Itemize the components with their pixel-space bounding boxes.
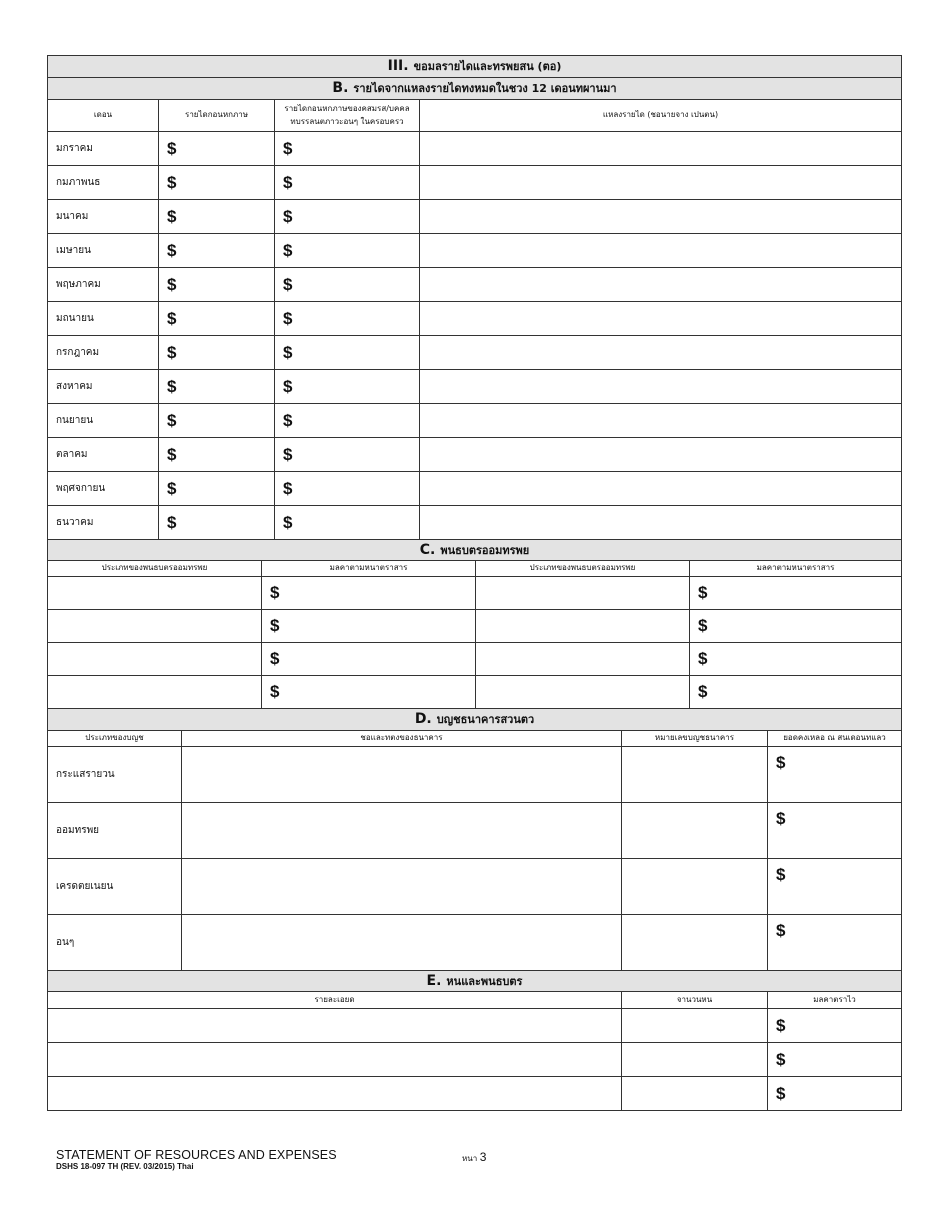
bank-name-field[interactable] (182, 915, 622, 970)
dollar-sign: $ (167, 478, 177, 498)
dollar-sign: $ (270, 583, 280, 602)
bank-account-row-checking (48, 747, 901, 803)
dollar-sign: $ (167, 512, 177, 532)
income-others-field[interactable] (275, 234, 420, 267)
dollar-sign: $ (167, 206, 177, 226)
dollar-sign: $ (776, 809, 786, 828)
income-row-may (48, 268, 901, 302)
footer-title: STATEMENT OF RESOURCES AND EXPENSES (56, 1148, 337, 1162)
dollar-sign: $ (283, 240, 293, 260)
stock-description-field[interactable] (48, 1077, 622, 1110)
bank-account-row-savings (48, 803, 901, 859)
dollar-sign: $ (283, 410, 293, 430)
income-field[interactable] (159, 166, 275, 199)
footer (56, 1148, 337, 1171)
dollar-sign: $ (283, 274, 293, 294)
dollar-sign: $ (167, 376, 177, 396)
dollar-sign: $ (698, 649, 708, 668)
dollar-sign: $ (283, 512, 293, 532)
stock-description-field[interactable] (48, 1009, 622, 1042)
section-e-column-headers (48, 992, 901, 1009)
section-e-letter: E. (426, 973, 442, 989)
account-type-label: ออมทรพย (48, 803, 182, 858)
bond-value-field[interactable] (690, 676, 901, 708)
dollar-sign: $ (776, 1015, 786, 1035)
dollar-sign: $ (167, 444, 177, 464)
income-row-december (48, 506, 901, 540)
income-source-field[interactable] (420, 302, 901, 335)
month-label: กนยายน (48, 404, 159, 437)
month-label: พฤศจกายน (48, 472, 159, 505)
balance-field[interactable] (768, 859, 901, 914)
dollar-sign: $ (283, 342, 293, 362)
bond-type-field[interactable] (48, 610, 262, 642)
income-source-field[interactable] (420, 132, 901, 165)
income-source-field[interactable] (420, 438, 901, 471)
balance-field[interactable] (768, 915, 901, 970)
income-others-field[interactable] (275, 132, 420, 165)
dollar-sign: $ (698, 616, 708, 635)
month-label: สงหาคม (48, 370, 159, 403)
stock-value-field[interactable] (768, 1009, 901, 1042)
page-indicator (462, 1150, 486, 1165)
column-header-income: รายไดกอนหกภาษ (159, 100, 275, 131)
form-code: DSHS 18-097 TH (REV. 03/2015) Thai (56, 1162, 194, 1171)
account-type-label: กระแสรายวน (48, 747, 182, 802)
section-iii-header (48, 56, 901, 78)
bond-type-field[interactable] (48, 577, 262, 609)
section-c-header (48, 540, 901, 561)
income-row-march (48, 200, 901, 234)
month-label: ธนวาคม (48, 506, 159, 539)
income-row-october (48, 438, 901, 472)
section-e-header (48, 971, 901, 992)
income-field[interactable] (159, 336, 275, 369)
column-header-income-source: แหลงรายได (ชอนายจาง เปนตน) (602, 110, 719, 120)
stock-description-field[interactable] (48, 1043, 622, 1076)
income-source-field[interactable] (420, 336, 901, 369)
stock-shares-field[interactable] (622, 1077, 768, 1110)
bond-type-field[interactable] (476, 577, 690, 609)
income-row-february (48, 166, 901, 200)
dollar-sign: $ (776, 753, 786, 772)
account-type-label: อนๆ (48, 915, 182, 970)
section-d-title: บญชธนาคารสวนตว (436, 713, 535, 726)
account-number-field[interactable] (622, 803, 768, 858)
income-field[interactable] (159, 438, 275, 471)
dollar-sign: $ (167, 172, 177, 192)
month-label: พฤษภาคม (48, 268, 159, 301)
column-header-account-type: ประเภทของบญช (48, 731, 182, 746)
income-others-field[interactable] (275, 268, 420, 301)
bond-type-field[interactable] (48, 676, 262, 708)
bank-account-row-credit-union (48, 859, 901, 915)
bond-type-field[interactable] (476, 643, 690, 675)
income-field[interactable] (159, 132, 275, 165)
bond-row (48, 676, 901, 709)
income-field[interactable] (159, 234, 275, 267)
account-number-field[interactable] (622, 747, 768, 802)
income-others-field[interactable] (275, 302, 420, 335)
column-header-face-value: มลคาตราไว (813, 994, 856, 1004)
bank-name-field[interactable] (182, 803, 622, 858)
bond-row (48, 577, 901, 610)
stock-value-field[interactable] (768, 1043, 901, 1076)
bond-value-field[interactable] (262, 643, 476, 675)
bond-value-field[interactable] (690, 577, 901, 609)
column-header-income-others: รายไดกอนหกภาษของคสมรส/บคคล ทบรรลนตภาวะอนๆ ในครอบครว (275, 100, 420, 131)
dollar-sign: $ (167, 308, 177, 328)
section-d-column-headers (48, 731, 901, 747)
bond-type-field[interactable] (48, 643, 262, 675)
section-c-title: พนธบตรออมทรพย (440, 544, 530, 557)
dollar-sign: $ (698, 682, 708, 701)
account-type-label: เครดตยเนยน (48, 859, 182, 914)
income-source-field[interactable] (420, 370, 901, 403)
dollar-sign: $ (283, 138, 293, 158)
dollar-sign: $ (283, 308, 293, 328)
balance-field[interactable] (768, 803, 901, 858)
section-b-letter: B. (332, 80, 349, 96)
dollar-sign: $ (776, 865, 786, 884)
income-row-september (48, 404, 901, 438)
income-row-july (48, 336, 901, 370)
bond-row (48, 610, 901, 643)
bond-value-field[interactable] (262, 610, 476, 642)
column-header-balance: ยอดคงเหลอ ณ สนเดอนทแลว (783, 733, 886, 743)
income-row-april (48, 234, 901, 268)
income-others-field[interactable] (275, 438, 420, 471)
income-row-august (48, 370, 901, 404)
income-row-june (48, 302, 901, 336)
statement-form (47, 55, 902, 1111)
bank-name-field[interactable] (182, 747, 622, 802)
month-label: กรกฎาคม (48, 336, 159, 369)
section-e-title: หนและพนธบตร (446, 975, 523, 988)
income-row-january (48, 132, 901, 166)
income-source-field[interactable] (420, 234, 901, 267)
column-header-shares: จานวนหน (622, 992, 768, 1008)
stock-value-field[interactable] (768, 1077, 901, 1110)
section-c-letter: C. (419, 542, 436, 558)
income-source-field[interactable] (420, 268, 901, 301)
income-field[interactable] (159, 268, 275, 301)
section-c-column-headers (48, 561, 901, 577)
section-iii-title: ขอมลรายไดและทรพยสน (ตอ) (413, 60, 562, 73)
column-header-bond-type: ประเภทของพนธบตรออมทรพย (48, 561, 262, 576)
dollar-sign: $ (270, 682, 280, 701)
account-number-field[interactable] (622, 915, 768, 970)
income-field[interactable] (159, 200, 275, 233)
stock-shares-field[interactable] (622, 1043, 768, 1076)
income-field[interactable] (159, 506, 275, 539)
dollar-sign: $ (776, 921, 786, 940)
income-field[interactable] (159, 302, 275, 335)
column-header-month: เดอน (48, 100, 159, 131)
month-label: มกราคม (48, 132, 159, 165)
income-source-field[interactable] (420, 166, 901, 199)
account-number-field[interactable] (622, 859, 768, 914)
section-b-column-headers (48, 100, 901, 132)
bond-value-field[interactable] (690, 610, 901, 642)
column-header-bond-value: มลคาตามหนาตราสาร (756, 563, 835, 573)
dollar-sign: $ (283, 172, 293, 192)
income-others-field[interactable] (275, 404, 420, 437)
dollar-sign: $ (283, 478, 293, 498)
column-header-bank-name: ชอและทตงของธนาคาร (182, 731, 622, 746)
balance-field[interactable] (768, 747, 901, 802)
stock-row (48, 1009, 901, 1043)
section-d-letter: D. (414, 711, 432, 727)
dollar-sign: $ (167, 410, 177, 430)
column-header-description: รายละเอยด (48, 992, 622, 1008)
income-others-field[interactable] (275, 336, 420, 369)
section-d-header (48, 709, 901, 731)
dollar-sign: $ (167, 240, 177, 260)
dollar-sign: $ (270, 649, 280, 668)
income-others-field[interactable] (275, 472, 420, 505)
stock-row (48, 1077, 901, 1110)
dollar-sign: $ (698, 583, 708, 602)
month-label: มนาคม (48, 200, 159, 233)
bond-value-field[interactable] (690, 643, 901, 675)
dollar-sign: $ (283, 376, 293, 396)
section-b-title: รายไดจากแหลงรายไดทงหมดในชวง 12 เดอนทผานมา (353, 82, 617, 95)
section-b-header (48, 78, 901, 100)
dollar-sign: $ (270, 616, 280, 635)
page-label: หนา (462, 1154, 478, 1163)
dollar-sign: $ (283, 206, 293, 226)
bank-account-row-other (48, 915, 901, 971)
month-label: มถนายน (48, 302, 159, 335)
income-others-field[interactable] (275, 200, 420, 233)
income-source-field[interactable] (420, 506, 901, 539)
page-number: 3 (479, 1150, 487, 1164)
section-iii-roman: III. (387, 58, 409, 74)
income-others-field[interactable] (275, 370, 420, 403)
column-header-account-number: หมายเลขบญชธนาคาร (622, 731, 768, 746)
column-header-bond-type: ประเภทของพนธบตรออมทรพย (476, 561, 690, 576)
bank-name-field[interactable] (182, 859, 622, 914)
month-label: กมภาพนธ (48, 166, 159, 199)
income-field[interactable] (159, 370, 275, 403)
income-others-field[interactable] (275, 166, 420, 199)
income-row-november (48, 472, 901, 506)
income-source-field[interactable] (420, 404, 901, 437)
column-header-bond-value: มลคาตามหนาตราสาร (262, 561, 476, 576)
dollar-sign: $ (167, 138, 177, 158)
bond-type-field[interactable] (476, 610, 690, 642)
bond-row (48, 643, 901, 676)
stock-shares-field[interactable] (622, 1009, 768, 1042)
bond-value-field[interactable] (262, 577, 476, 609)
income-field[interactable] (159, 472, 275, 505)
income-others-field[interactable] (275, 506, 420, 539)
dollar-sign: $ (167, 342, 177, 362)
month-label: เมษายน (48, 234, 159, 267)
income-source-field[interactable] (420, 200, 901, 233)
stock-row (48, 1043, 901, 1077)
income-field[interactable] (159, 404, 275, 437)
bond-type-field[interactable] (476, 676, 690, 708)
income-source-field[interactable] (420, 472, 901, 505)
month-label: ตลาคม (48, 438, 159, 471)
dollar-sign: $ (776, 1049, 786, 1069)
dollar-sign: $ (167, 274, 177, 294)
dollar-sign: $ (776, 1083, 786, 1103)
dollar-sign: $ (283, 444, 293, 464)
bond-value-field[interactable] (262, 676, 476, 708)
